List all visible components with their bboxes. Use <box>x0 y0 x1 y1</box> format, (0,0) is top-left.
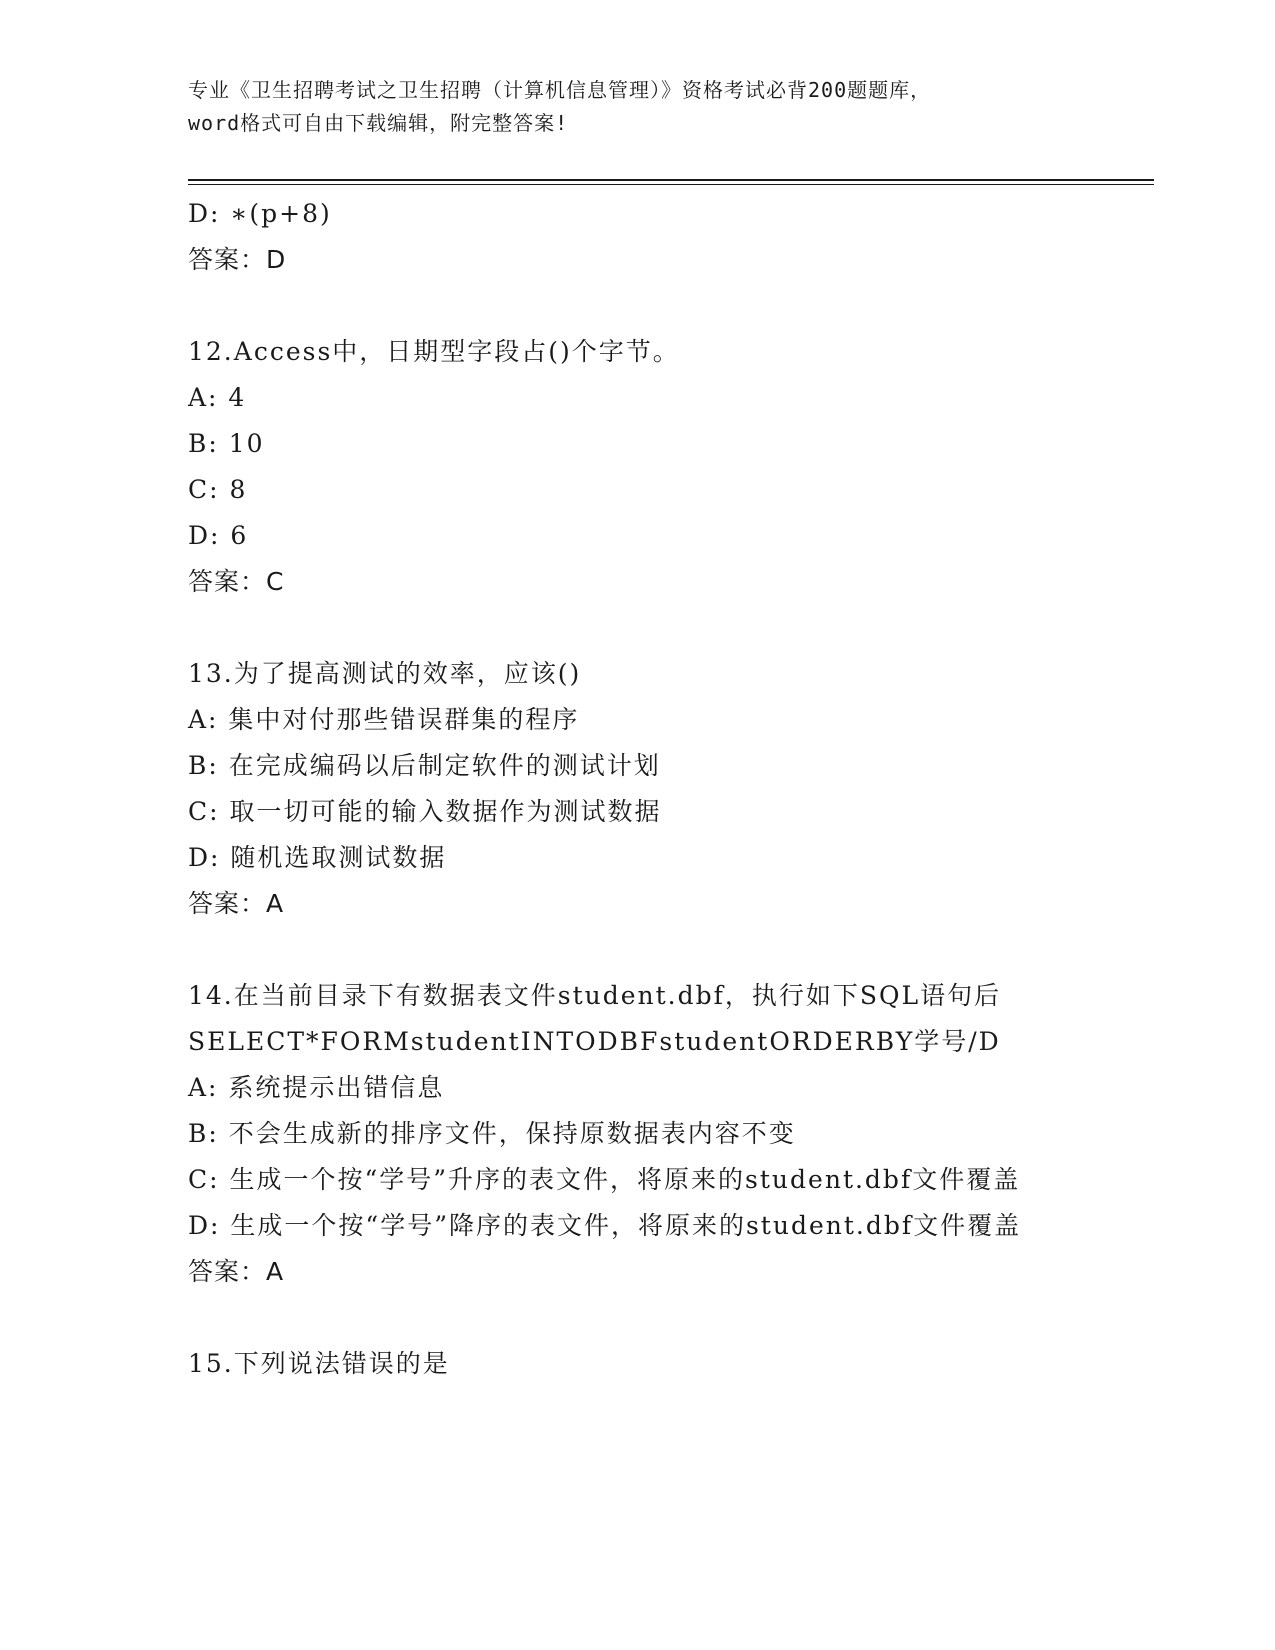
question-12-option-b: B: 10 <box>188 429 265 458</box>
question-12-stem: 12.Access中，日期型字段占()个字节。 <box>188 337 680 366</box>
question-list <box>188 191 1088 1387</box>
header-divider-thick <box>188 179 1154 181</box>
question-14-stem-line-2: SELECT*FORMstudentINTODBFstudentORDERBY学号/D <box>188 1027 1001 1056</box>
question-15-stem: 15.下列说法错误的是 <box>188 1349 450 1378</box>
question-12-option-d: D: 6 <box>188 521 249 550</box>
spacer <box>188 1295 1088 1341</box>
question-14-option-b: B: 不会生成新的排序文件，保持原数据表内容不变 <box>188 1119 796 1148</box>
question-12-option-c: C: 8 <box>188 475 248 504</box>
question-13-option-a: A: 集中对付那些错误群集的程序 <box>188 705 580 734</box>
question-13-option-c: C: 取一切可能的输入数据作为测试数据 <box>188 797 662 826</box>
header-title-line-2: word格式可自由下载编辑，附完整答案! <box>188 111 569 135</box>
spacer <box>188 283 1088 329</box>
spacer <box>188 927 1088 973</box>
question-13-option-d: D: 随机选取测试数据 <box>188 843 447 872</box>
question-12-answer: 答案：C <box>188 567 285 596</box>
question-14-answer: 答案：A <box>188 1257 285 1286</box>
question-13-stem: 13.为了提高测试的效率，应该() <box>188 659 582 688</box>
question-13-option-b: B: 在完成编码以后制定软件的测试计划 <box>188 751 661 780</box>
question-14-option-c: C: 生成一个按“学号”升序的表文件，将原来的student.dbf文件覆盖 <box>188 1165 1021 1194</box>
question-12-option-a: A: 4 <box>188 383 247 412</box>
header-divider-thin <box>188 184 1154 185</box>
spacer <box>188 605 1088 651</box>
question-13-answer: 答案：A <box>188 889 285 918</box>
question-14-option-a: A: 系统提示出错信息 <box>188 1073 445 1102</box>
question-14-stem-line-1: 14.在当前目录下有数据表文件student.dbf，执行如下SQL语句后 <box>188 981 1002 1010</box>
question-14-option-d: D: 生成一个按“学号”降序的表文件，将原来的student.dbf文件覆盖 <box>188 1211 1022 1240</box>
prev-question-answer: 答案：D <box>188 245 287 274</box>
document-header <box>188 74 1088 140</box>
header-title-line-1: 专业《卫生招聘考试之卫生招聘（计算机信息管理）》资格考试必背200题题库， <box>188 78 932 102</box>
prev-question-option-d: D: ∗(p+8) <box>188 199 332 228</box>
